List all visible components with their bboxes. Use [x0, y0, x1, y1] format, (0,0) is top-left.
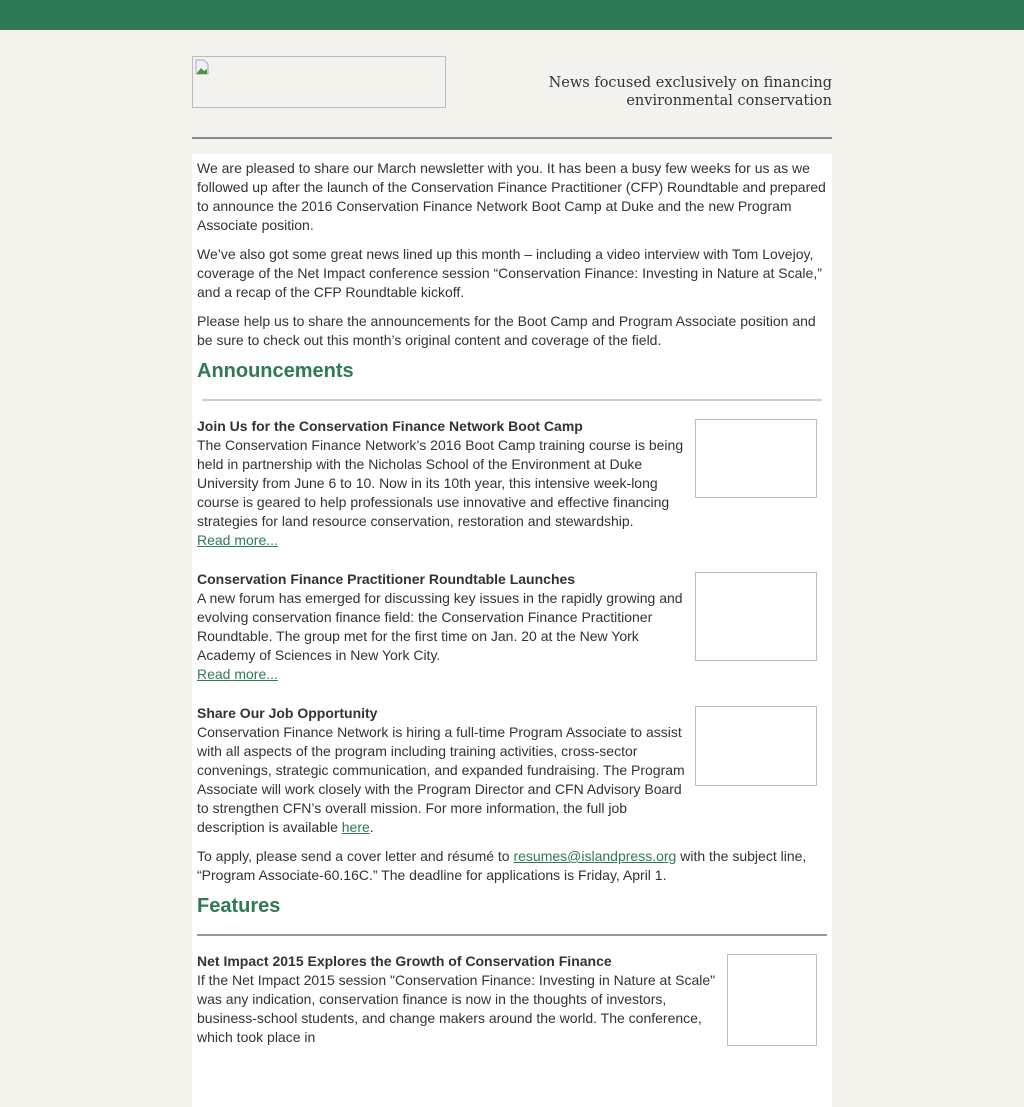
announcement-item	[197, 704, 827, 837]
item-body: Conservation Finance Network is hiring a full-time Program Associate to assist with all aspects of the program including training activities, cross-sector convenings, strategic communication, and expanded fundraising. The Program Associate will work closely with the Program Director and CFN Advisory Board to strengthen CFN’s overall mission. For more information, the full job description is available	[197, 724, 685, 835]
item-body: The Conservation Finance Network’s 2016 Boot Camp training course is being held in partnership with the Nicholas School of the Environment at Duke University from June 6 to 10. Now in its 10th year, this intensive week-long course is geared to help professionals use innovative and effective financing strategies for land resource conservation, restoration and stewardship.	[197, 437, 684, 529]
apply-text: To apply, please send a cover letter and résumé to	[197, 848, 514, 864]
item-body: If the Net Impact 2015 session "Conservation Finance: Investing in Nature at Scale" was any indication, conservation finance is now in the thoughts of investors, business-school students, and change makers around the world. The conference, which took place in	[197, 972, 716, 1045]
item-image	[695, 419, 817, 498]
feature-item	[197, 952, 827, 1047]
item-image	[695, 706, 817, 786]
announcements-heading: Announcements	[197, 360, 354, 382]
item-image	[695, 572, 817, 661]
tagline	[549, 74, 832, 110]
apply-text: with the subject line, “Program Associate-60.16C.” The deadline for applications is Friday, April 1.	[197, 848, 807, 883]
item-body: A new forum has emerged for discussing key issues in the rapidly growing and evolving conservation finance field: the Conservation Finance Practitioner Roundtable. The group met for the first time on Jan. 20 at the New York Academy of Sciences in New York City.	[197, 590, 683, 663]
intro-paragraph: We are pleased to share our March newsletter with you. It has been a busy few weeks for us as we followed up after the launch of the Conservation Finance Practitioner (CFP) Roundtable and prepared to announce the 2016 Conservation Finance Network Boot Camp at Duke and the new Program Associate position.	[197, 160, 826, 233]
logo-image[interactable]	[192, 56, 446, 108]
item-title: Net Impact 2015 Explores the Growth of Conservation Finance	[197, 953, 612, 969]
item-title: Share Our Job Opportunity	[197, 705, 378, 721]
read-more-link[interactable]: Read more...	[197, 666, 278, 682]
read-more-link[interactable]: Read more...	[197, 532, 278, 548]
email-link[interactable]: resumes@islandpress.org	[513, 848, 677, 864]
item-title: Join Us for the Conservation Finance Network Boot Camp	[197, 418, 583, 434]
apply-paragraph	[197, 847, 827, 885]
broken-image-icon	[195, 59, 209, 75]
divider	[202, 399, 822, 401]
tagline-line: News focused exclusively on financing	[548, 75, 832, 91]
newsletter-body	[192, 154, 832, 1107]
top-bar	[0, 0, 1024, 30]
item-title: Conservation Finance Practitioner Roundtable Launches	[197, 571, 576, 587]
announcement-item	[197, 417, 827, 550]
tagline-line: environmental conservation	[626, 93, 832, 109]
intro-paragraph: We’ve also got some great news lined up this month – including a video interview with Tom Lovejoy, coverage of the Net Impact conference session “Conservation Finance: Investing in Nature at Scale,” and a recap of the CFP Roundtable kickoff.	[197, 246, 822, 300]
intro-paragraph: Please help us to share the announcements for the Boot Camp and Program Associate position and be sure to check out this month’s original content and coverage of the field.	[197, 313, 816, 348]
punctuation: .	[369, 819, 374, 835]
divider	[197, 934, 827, 936]
announcement-item	[197, 570, 827, 684]
job-description-link[interactable]: here	[341, 819, 370, 835]
features-heading: Features	[197, 895, 281, 917]
item-image	[727, 954, 817, 1046]
header	[192, 30, 832, 139]
